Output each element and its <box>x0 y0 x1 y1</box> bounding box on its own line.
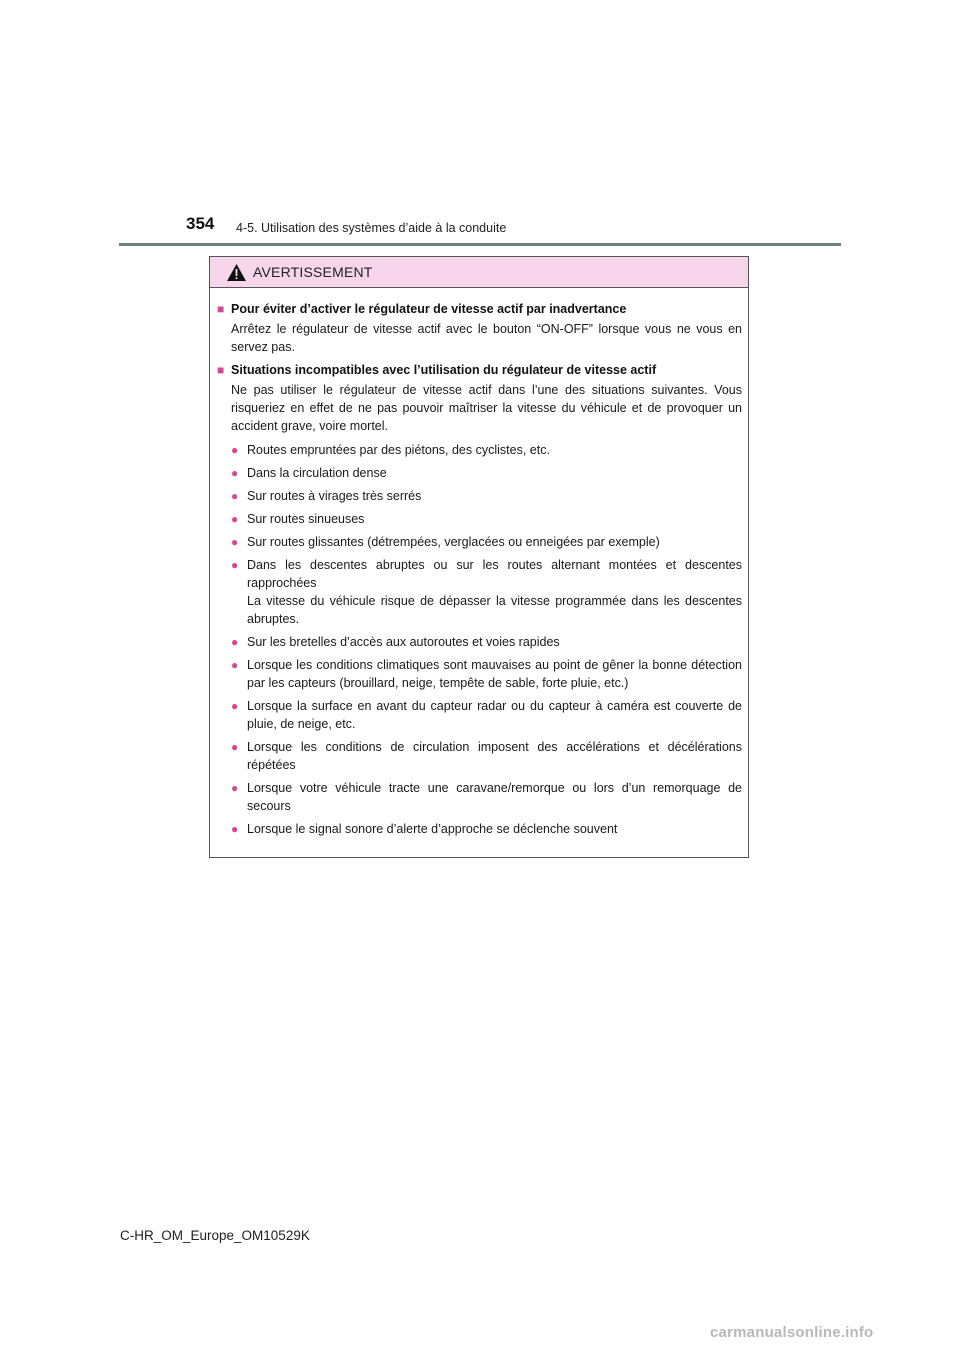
list-item <box>217 510 742 528</box>
section-heading-text: Situations incompatibles avec l’utilisation du régulateur de vitesse actif <box>231 363 657 377</box>
round-bullet-icon: ● <box>231 558 239 572</box>
list-item <box>217 697 742 733</box>
list-item <box>217 779 742 815</box>
list-item-text: Lorsque la surface en avant du capteur radar ou du capteur à caméra est couverte de pluie, de neige, etc. <box>247 699 742 731</box>
list-item-text: Lorsque votre véhicule tracte une caravane/remorque ou lors d’un remorquage de secours <box>247 781 742 813</box>
round-bullet-icon: ● <box>231 466 239 480</box>
warning-box <box>209 256 749 858</box>
list-item-text: Dans la circulation dense <box>247 466 387 480</box>
round-bullet-icon: ● <box>231 658 239 672</box>
list-item-text: Sur routes glissantes (détrempées, verglacées ou enneigées par exemple) <box>247 535 660 549</box>
list-item-text: Lorsque les conditions de circulation imposent des accélérations et décélérations répétées <box>247 740 742 772</box>
list-item-text <box>247 556 742 628</box>
warning-title: AVERTISSEMENT <box>253 264 373 280</box>
list-item <box>217 556 742 628</box>
header-rule <box>119 243 841 246</box>
list-item <box>217 820 742 838</box>
list-item <box>217 533 742 551</box>
list-item-text: Lorsque le signal sonore d’alerte d’approche se déclenche souvent <box>247 822 618 836</box>
square-bullet-icon: ■ <box>217 363 225 377</box>
section-heading <box>217 300 742 318</box>
list-item <box>217 656 742 692</box>
list-item-text: Routes empruntées par des piétons, des cyclistes, etc. <box>247 443 550 457</box>
section-heading-text: Pour éviter d’activer le régulateur de vitesse actif par inadvertance <box>231 302 627 316</box>
round-bullet-icon: ● <box>231 822 239 836</box>
warning-triangle-icon <box>226 263 247 282</box>
footer-document-id: C-HR_OM_Europe_OM10529K <box>120 1228 310 1243</box>
round-bullet-icon: ● <box>231 535 239 549</box>
list-item <box>217 441 742 459</box>
round-bullet-icon: ● <box>231 512 239 526</box>
round-bullet-icon: ● <box>231 635 239 649</box>
warning-section-1 <box>217 300 742 356</box>
section-heading <box>217 361 742 379</box>
list-item-note: La vitesse du véhicule risque de dépasser la vitesse programmée dans les descentes abruptes. <box>247 594 742 626</box>
list-item-text: Lorsque les conditions climatiques sont mauvaises au point de gêner la bonne détection par les capteurs (brouillard, neige, tempête de sable, forte pluie, etc.) <box>247 658 742 690</box>
list-item-main: Dans les descentes abruptes ou sur les routes alternant montées et descentes rapprochées <box>247 558 742 590</box>
round-bullet-icon: ● <box>231 443 239 457</box>
situation-list <box>217 441 742 838</box>
page-number: 354 <box>186 214 215 233</box>
square-bullet-icon: ■ <box>217 302 225 316</box>
warning-header <box>210 257 748 288</box>
list-item <box>217 633 742 651</box>
list-item <box>217 487 742 505</box>
warning-body <box>210 288 748 857</box>
round-bullet-icon: ● <box>231 699 239 713</box>
list-item-text: Sur routes à virages très serrés <box>247 489 422 503</box>
round-bullet-icon: ● <box>231 489 239 503</box>
section-title: 4-5. Utilisation des systèmes d’aide à la conduite <box>236 221 507 235</box>
warning-section-2 <box>217 361 742 838</box>
list-item <box>217 464 742 482</box>
list-item-text: Sur routes sinueuses <box>247 512 365 526</box>
round-bullet-icon: ● <box>231 740 239 754</box>
round-bullet-icon: ● <box>231 781 239 795</box>
list-item-text: Sur les bretelles d’accès aux autoroutes et voies rapides <box>247 635 560 649</box>
section-paragraph: Ne pas utiliser le régulateur de vitesse actif dans l’une des situations suivantes. Vous risqueriez en effet de ne pas pouvoir maîtriser la vitesse du véhicule et de provoquer un accident grave, voire mortel. <box>231 383 742 433</box>
list-item <box>217 738 742 774</box>
watermark: carmanualsonline.info <box>710 1324 874 1341</box>
section-paragraph: Arrêtez le régulateur de vitesse actif avec le bouton “ON-OFF” lorsque vous ne vous en servez pas. <box>231 322 742 354</box>
